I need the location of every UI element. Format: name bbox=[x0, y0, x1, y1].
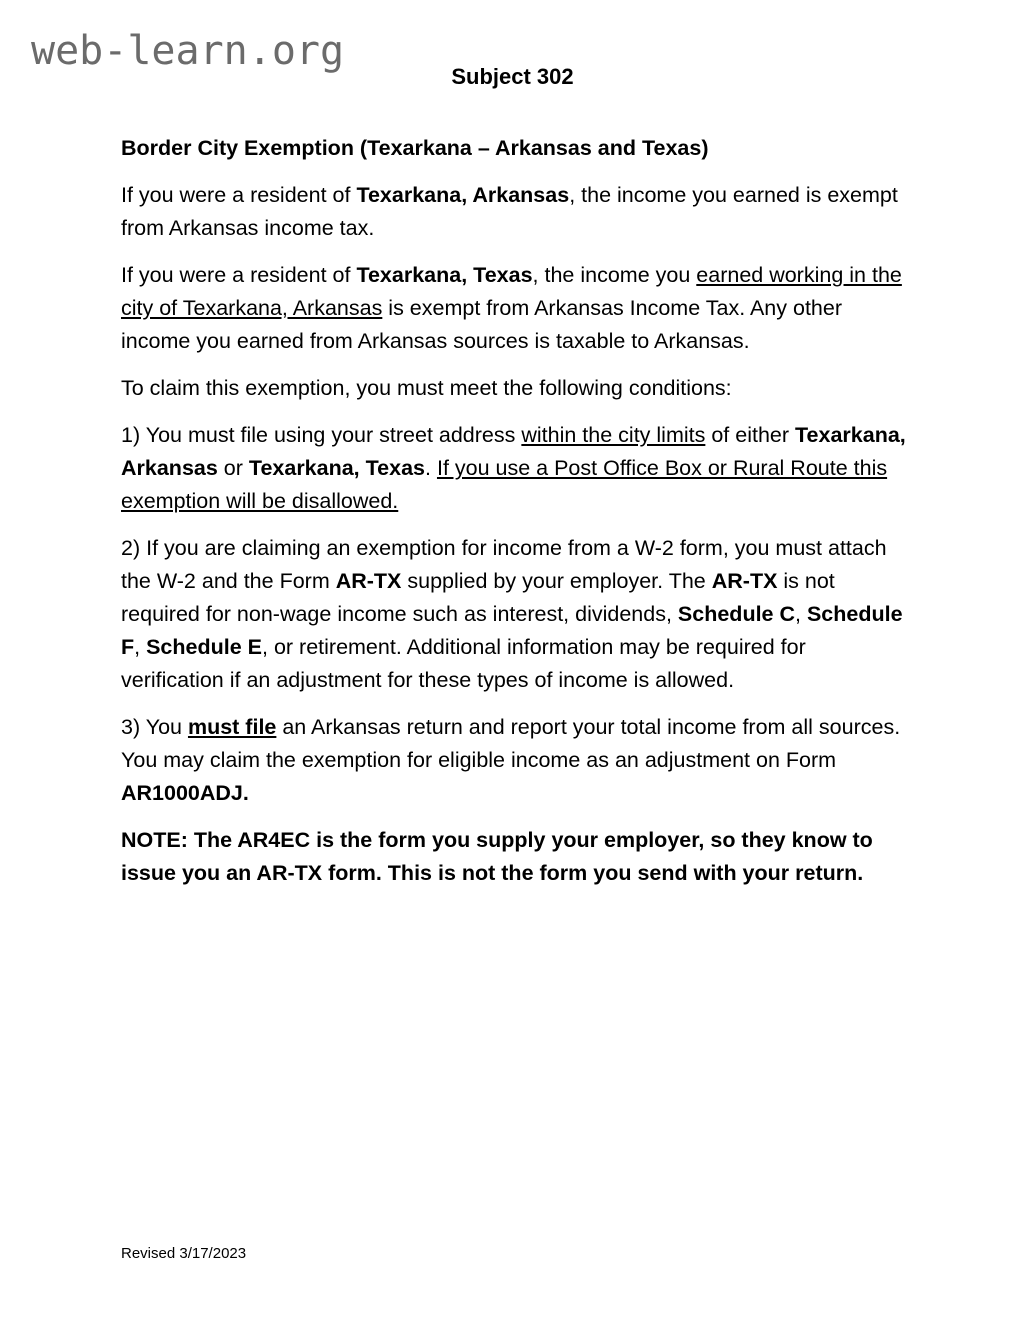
text-segment: or bbox=[217, 456, 249, 480]
paragraph-conditions-intro: To claim this exemption, you must meet the following conditions: bbox=[121, 376, 732, 400]
text-segment: . bbox=[425, 456, 437, 480]
bold-ar-tx: AR-TX bbox=[711, 569, 778, 593]
text-segment: 2) If you are claiming an exemption for income from a W-2 form, you must attach the W-2 and the Form bbox=[121, 536, 887, 593]
section-heading: Border City Exemption (Texarkana – Arkansas and Texas) bbox=[121, 136, 709, 160]
bold-texarkana-arkansas: Texarkana, Arkansas bbox=[356, 183, 570, 207]
bold-schedule-f: Schedule F bbox=[121, 602, 903, 659]
revised-date: Revised 3/17/2023 bbox=[121, 1245, 247, 1262]
condition-3 bbox=[121, 711, 906, 810]
bold-texarkana-texas: Texarkana, Texas bbox=[356, 263, 533, 287]
text-segment: 3) You bbox=[121, 715, 188, 739]
underlined-city-limits: within the city limits bbox=[521, 423, 706, 447]
bold-texarkana-arkansas: Texarkana, Arkansas bbox=[121, 423, 906, 480]
bold-texarkana-texas: Texarkana, Texas bbox=[248, 456, 426, 480]
text-segment: of either bbox=[705, 423, 795, 447]
condition-1 bbox=[121, 419, 906, 518]
bold-underlined-must-file: must file bbox=[187, 715, 277, 739]
watermark: web-learn.org bbox=[31, 28, 345, 74]
paragraph-texas-resident bbox=[121, 259, 906, 358]
bold-schedule-c: Schedule C bbox=[677, 602, 796, 626]
text-segment: , bbox=[134, 635, 147, 659]
subject-title: Subject 302 bbox=[451, 64, 574, 89]
document-body bbox=[121, 132, 906, 904]
note: NOTE: The AR4EC is the form you supply your employer, so they know to issue you an AR-TX form. This is not the form you send with your return. bbox=[121, 828, 873, 885]
text-segment: , the income you earned is exempt from Arkansas income tax. bbox=[121, 183, 898, 240]
underlined-earned-working: earned working in the city of Texarkana, Arkansas bbox=[121, 263, 902, 320]
text-segment: , or retirement. Additional information may be required for verification if an adjustment for these types of income is allowed. bbox=[121, 635, 806, 692]
text-segment: 1) You must file using your street address bbox=[121, 423, 522, 447]
bold-form-ar1000adj: AR1000ADJ. bbox=[121, 781, 249, 805]
condition-2 bbox=[121, 532, 906, 697]
bold-schedule-e: Schedule E bbox=[146, 635, 262, 659]
underlined-po-box-warning: If you use a Post Office Box or Rural Route this exemption will be disallowed. bbox=[121, 456, 888, 513]
text-segment: is exempt from Arkansas Income Tax. Any other income you earned from Arkansas sources is taxable to Arkansas. bbox=[121, 296, 842, 353]
paragraph-arkansas-resident bbox=[121, 179, 906, 245]
text-segment: , bbox=[795, 602, 807, 626]
text-segment: is not required for non-wage income such as interest, dividends, bbox=[121, 569, 835, 626]
text-segment: If you were a resident of bbox=[121, 183, 357, 207]
text-segment: an Arkansas return and report your total income from all sources. You may claim the exemption for eligible income as an adjustment on Form bbox=[121, 715, 901, 772]
text-segment: , the income you bbox=[532, 263, 697, 287]
text-segment: supplied by your employer. The bbox=[401, 569, 712, 593]
text-segment: If you were a resident of bbox=[121, 263, 357, 287]
bold-ar-tx: AR-TX bbox=[335, 569, 402, 593]
